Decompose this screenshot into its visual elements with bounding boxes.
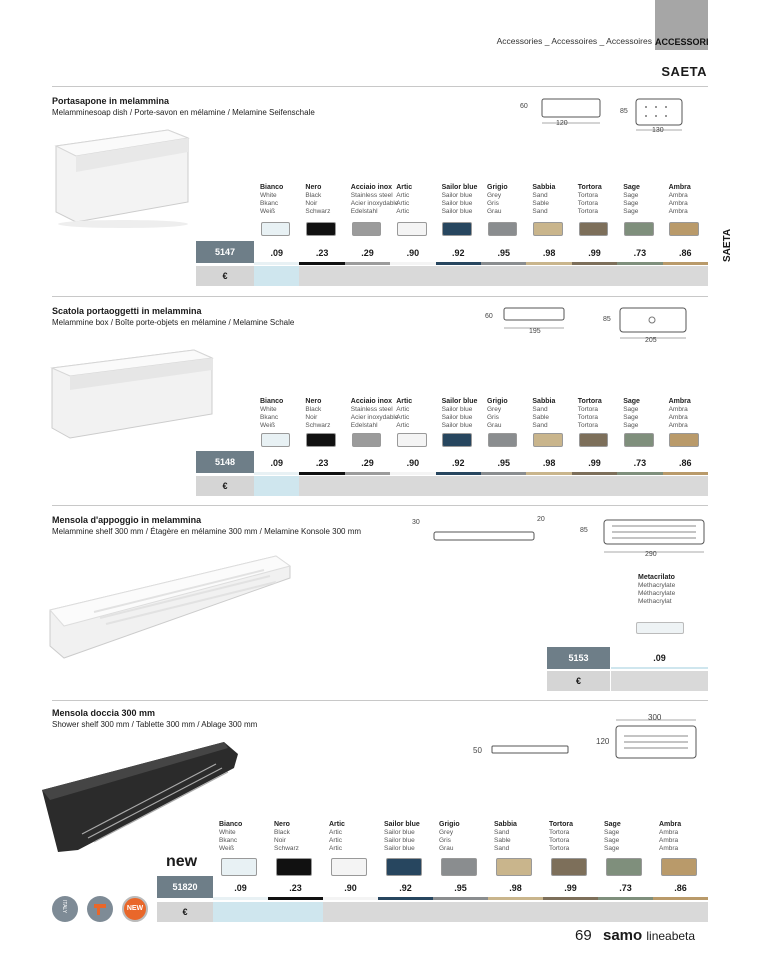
finish-column <box>487 184 508 216</box>
finish-swatch <box>533 433 563 447</box>
box-photo <box>48 344 218 444</box>
finish-column <box>442 184 478 216</box>
price-cell: .23 <box>299 243 344 265</box>
dim-height: 60 <box>485 313 493 320</box>
dim-width: 120 <box>556 120 568 127</box>
finish-swatch <box>352 433 382 447</box>
finish-column <box>329 821 345 853</box>
finish-translation: Acier inoxydable <box>350 200 399 207</box>
finish-translation: Sand <box>532 208 548 215</box>
finish-swatch <box>488 433 518 447</box>
finish-translation: Ambra <box>659 845 679 852</box>
finish-translation: Methacrylate <box>638 582 676 589</box>
product-subtitle: Melamminesoap dish / Porte-savon en mélamine / Melamine Seifenschale <box>52 108 315 117</box>
finish-translation: Sailor blue <box>441 406 473 413</box>
dim-length: 290 <box>645 551 657 558</box>
finish-column <box>351 184 399 216</box>
finish-swatch <box>386 858 422 876</box>
finish-swatch <box>441 858 477 876</box>
finish-name: Sage <box>623 184 640 191</box>
dim-length: 300 <box>648 713 662 722</box>
finish-translation: Edelstahl <box>350 208 378 215</box>
price-cell: .90 <box>323 878 378 900</box>
finish-column <box>487 398 508 430</box>
dim-thickness: 20 <box>537 516 545 523</box>
price-cell: .23 <box>268 878 323 900</box>
finish-column <box>396 184 412 216</box>
finish-translation: Sailor blue <box>441 192 473 199</box>
finish-column <box>638 574 675 606</box>
finish-translation: Grey <box>487 406 502 413</box>
finish-translation: Sage <box>623 192 639 199</box>
finish-translation: Tortora <box>577 414 599 421</box>
finish-name: Sage <box>623 398 640 405</box>
price-cell: .09 <box>213 878 268 900</box>
dimension-drawings <box>470 712 710 770</box>
brand-logo <box>603 927 695 944</box>
divider <box>52 86 708 87</box>
finish-translation: Schwarz <box>274 845 299 852</box>
finish-column <box>532 184 555 216</box>
finish-translation: Ambra <box>668 406 688 413</box>
price-band <box>254 476 708 496</box>
finish-column <box>305 398 330 430</box>
price-cell: .29 <box>345 453 390 475</box>
finish-translation: Artic <box>396 414 410 421</box>
finish-translation: Artic <box>396 422 410 429</box>
finish-name: Sailor blue <box>441 398 478 405</box>
finish-translation: Stainless steel <box>350 406 393 413</box>
finish-swatch <box>221 858 257 876</box>
price-cell: .90 <box>390 453 435 475</box>
price-cell: .29 <box>345 243 390 265</box>
finish-translation: White <box>219 829 236 836</box>
finish-name: Nero <box>274 821 290 828</box>
finish-translation: Sable <box>532 200 550 207</box>
finish-translation: Grau <box>487 422 502 429</box>
finish-swatch <box>397 222 427 236</box>
finish-translation: Artic <box>329 829 342 836</box>
product-title: Portasapone in melammina <box>52 96 170 106</box>
dim-length: 205 <box>645 337 657 344</box>
brand-line: lineabeta <box>646 929 696 943</box>
price-cell: .95 <box>481 453 526 475</box>
finish-translation: White <box>260 192 277 199</box>
material-badge <box>87 896 113 922</box>
finish-translation: Sage <box>623 422 639 429</box>
side-label: SAETA <box>722 228 733 262</box>
product-title: Mensola doccia 300 mm <box>52 708 156 718</box>
finish-swatch <box>261 433 291 447</box>
finish-column <box>439 821 460 853</box>
finish-name: Metacrilato <box>638 574 675 581</box>
collection-title: SAETA <box>661 64 707 79</box>
new-badge-label: NEW <box>126 905 144 912</box>
finish-swatch <box>276 858 312 876</box>
price-cell: .99 <box>572 453 617 475</box>
finish-column <box>669 184 691 216</box>
finish-translation: Schwarz <box>305 422 331 429</box>
section-tab-label: ACCESSORI <box>655 37 709 47</box>
finish-name: Ambra <box>668 398 691 405</box>
finish-name: Tortora <box>577 184 602 191</box>
finish-translation: Artic <box>396 208 410 215</box>
dim-depth: 120 <box>596 737 610 746</box>
finish-swatch <box>352 222 382 236</box>
finish-swatch <box>331 858 367 876</box>
price-cell: .86 <box>663 453 708 475</box>
price-cell: .86 <box>653 878 708 900</box>
finish-name: Sabbia <box>494 821 517 828</box>
dim-length: 130 <box>652 127 664 134</box>
finish-translation: Tortora <box>549 837 570 844</box>
finish-translation: Artic <box>396 406 410 413</box>
dimension-drawings <box>480 306 700 346</box>
finish-translation: Bkanc <box>260 200 279 207</box>
finish-translation: Black <box>305 192 322 199</box>
finish-translation: White <box>260 406 277 413</box>
price-cell: .92 <box>436 243 481 265</box>
finish-name: Sailor blue <box>441 184 478 191</box>
finish-column <box>260 184 283 216</box>
finish-name: Nero <box>305 398 322 405</box>
finish-translation: Tortora <box>577 406 599 413</box>
finish-translation: Grey <box>487 192 502 199</box>
finish-swatch <box>397 433 427 447</box>
product-code: 51820 <box>157 876 213 898</box>
finish-swatch <box>442 222 472 236</box>
finish-translation: Tortora <box>577 200 599 207</box>
finish-translation: Grau <box>439 845 454 852</box>
price-cell: .99 <box>572 243 617 265</box>
italy-badge <box>52 896 78 922</box>
finish-translation: Sage <box>623 208 639 215</box>
finish-translation: Noir <box>305 414 318 421</box>
finish-name: Bianco <box>260 184 284 191</box>
finish-translation: Sage <box>604 829 620 836</box>
finish-name: Grigio <box>487 184 508 191</box>
finish-translation: Ambra <box>659 837 679 844</box>
finish-translation: Ambra <box>668 192 688 199</box>
finish-translation: Stainless steel <box>350 192 393 199</box>
divider <box>52 296 708 297</box>
price-cell: .98 <box>488 878 543 900</box>
price-cell: .95 <box>433 878 488 900</box>
currency-label: € <box>196 266 254 286</box>
price-cell: .09 <box>254 243 299 265</box>
finish-translation: Noir <box>274 837 286 844</box>
finish-column <box>351 398 399 430</box>
finish-translation: Sailor blue <box>441 208 473 215</box>
finish-translation: Sailor blue <box>384 845 415 852</box>
dim-width: 195 <box>529 328 541 335</box>
finish-column <box>659 821 681 853</box>
finish-translation: Tortora <box>577 208 599 215</box>
finish-swatch <box>551 858 587 876</box>
finish-name: Sabbia <box>532 398 556 405</box>
finish-name: Artic <box>396 398 413 405</box>
finish-name: Acciaio inox <box>350 184 393 191</box>
finish-translation: Black <box>274 829 290 836</box>
finish-name: Bianco <box>219 821 243 828</box>
finish-translation: Bkanc <box>260 414 279 421</box>
divider <box>52 700 708 701</box>
new-label: new <box>166 853 198 870</box>
finish-name: Artic <box>329 821 345 828</box>
brand-name: samo <box>603 927 643 944</box>
finish-swatch <box>624 433 654 447</box>
finish-translation: Sage <box>623 406 639 413</box>
finish-swatch <box>496 858 532 876</box>
finish-column <box>532 398 555 430</box>
finish-translation: Tortora <box>549 829 570 836</box>
finish-name: Tortora <box>577 398 602 405</box>
finish-swatch <box>488 222 518 236</box>
finish-translation: Acier inoxydable <box>350 414 399 421</box>
finish-swatch <box>261 222 291 236</box>
finish-translation: Ambra <box>668 200 688 207</box>
dim-depth: 85 <box>603 316 611 323</box>
finish-translation: Sailor blue <box>384 837 415 844</box>
finish-column <box>274 821 299 853</box>
finish-translation: Artic <box>396 200 410 207</box>
finish-name: Artic <box>396 184 413 191</box>
currency-label: € <box>547 671 610 691</box>
price-band-accent <box>213 902 323 922</box>
finish-translation: Gris <box>487 200 499 207</box>
finish-name: Ambra <box>659 821 682 828</box>
finish-name: Bianco <box>260 398 284 405</box>
finish-translation: Tortora <box>577 422 599 429</box>
currency-label: € <box>157 902 213 922</box>
price-band-accent <box>254 266 299 286</box>
finish-translation: Sailor blue <box>441 422 473 429</box>
finish-translation: Tortora <box>549 845 570 852</box>
product-code: 5148 <box>196 451 254 473</box>
price-cell: .73 <box>617 453 662 475</box>
finish-name: Sabbia <box>532 184 556 191</box>
finish-translation: Ambra <box>668 422 688 429</box>
finish-translation: Black <box>305 406 322 413</box>
category-breadcrumb: Accessories _ Accessoires _ Accessoires <box>496 36 652 46</box>
finish-translation: Sage <box>604 845 620 852</box>
dim-depth: 85 <box>620 108 628 115</box>
product-subtitle: Shower shelf 300 mm / Tablette 300 mm / Ablage 300 mm <box>52 720 258 729</box>
product-title: Scatola portaoggetti in melammina <box>52 306 202 316</box>
finish-column <box>549 821 573 853</box>
price-cell: .98 <box>526 243 571 265</box>
finish-name: Grigio <box>439 821 460 828</box>
finish-translation: Ambra <box>668 208 688 215</box>
finish-column <box>669 398 691 430</box>
price-cell: .73 <box>617 243 662 265</box>
italy-badge-label: ITALY <box>61 900 67 914</box>
finish-swatch <box>669 222 699 236</box>
finish-translation: Artic <box>396 192 410 199</box>
dimension-drawings <box>410 516 710 564</box>
finish-translation: Sand <box>532 192 548 199</box>
finish-translation: Sand <box>494 845 510 852</box>
finish-swatch <box>442 433 472 447</box>
finish-translation: Sand <box>494 829 510 836</box>
dim-height: 60 <box>520 103 528 110</box>
product-code: 5147 <box>196 241 254 263</box>
divider <box>52 505 708 506</box>
finish-translation: Edelstahl <box>350 422 378 429</box>
finish-column <box>578 184 602 216</box>
new-badge <box>122 896 148 922</box>
finish-translation: Sailor blue <box>441 414 473 421</box>
price-band <box>254 266 708 286</box>
shower-shelf-photo <box>38 730 243 860</box>
dimension-drawings <box>516 96 696 138</box>
price-cell: .92 <box>378 878 433 900</box>
product-subtitle: Melammine box / Boîte porte-objets en mélamine / Melamine Schale <box>52 318 295 327</box>
finish-translation: Schwarz <box>305 208 331 215</box>
finish-translation: Sailor blue <box>384 829 415 836</box>
dim-height: 50 <box>473 746 482 755</box>
finish-swatch <box>661 858 697 876</box>
finish-name: Acciaio inox <box>350 398 393 405</box>
finish-translation: Sable <box>494 837 511 844</box>
finish-translation: Bkanc <box>219 837 238 844</box>
section-tab <box>655 0 708 50</box>
dim-height: 30 <box>412 519 420 526</box>
finish-name: Ambra <box>668 184 691 191</box>
finish-name: Sage <box>604 821 621 828</box>
price-cell: .90 <box>390 243 435 265</box>
finish-swatch <box>306 222 336 236</box>
finish-swatch <box>636 622 684 634</box>
finish-translation: Ambra <box>668 414 688 421</box>
price-cell: .86 <box>663 243 708 265</box>
finish-column <box>442 398 478 430</box>
finish-translation: Gris <box>439 837 451 844</box>
finish-translation: Noir <box>305 200 318 207</box>
finish-column <box>396 398 412 430</box>
finish-translation: Methacrylat <box>638 598 672 605</box>
finish-translation: Sable <box>532 414 550 421</box>
finish-translation: Sage <box>604 837 620 844</box>
currency-label: € <box>196 476 254 496</box>
finish-name: Grigio <box>487 398 508 405</box>
product-code: 5153 <box>547 647 610 669</box>
finish-translation: Artic <box>329 837 342 844</box>
finish-swatch <box>533 222 563 236</box>
price-band-accent <box>254 476 299 496</box>
price-cell: .92 <box>436 453 481 475</box>
price-cell: .98 <box>526 453 571 475</box>
price-band <box>611 671 708 691</box>
price-cell: .73 <box>598 878 653 900</box>
price-cell: .23 <box>299 453 344 475</box>
finish-translation: Sand <box>532 422 548 429</box>
finish-translation: Sand <box>532 406 548 413</box>
finish-column <box>623 398 640 430</box>
finish-name: Nero <box>305 184 322 191</box>
dim-depth: 85 <box>580 527 588 534</box>
tap-icon <box>87 896 113 922</box>
finish-column <box>494 821 517 853</box>
finish-translation: Tortora <box>577 192 599 199</box>
finish-swatch <box>306 433 336 447</box>
finish-swatch <box>579 222 609 236</box>
finish-translation: Gris <box>487 414 499 421</box>
finish-translation: Artic <box>329 845 342 852</box>
finish-swatch <box>624 222 654 236</box>
finish-translation: Sage <box>623 200 639 207</box>
product-subtitle: Melammine shelf 300 mm / Étagère en mélamine 300 mm / Melamine Konsole 300 mm <box>52 527 362 536</box>
finish-column <box>604 821 621 853</box>
finish-column <box>623 184 640 216</box>
finish-column <box>305 184 330 216</box>
price-cell: .99 <box>543 878 598 900</box>
finish-column <box>260 398 283 430</box>
finish-name: Sailor blue <box>384 821 420 828</box>
price-cell: .09 <box>611 647 708 669</box>
finish-translation: Grau <box>487 208 502 215</box>
finish-name: Tortora <box>549 821 573 828</box>
finish-column <box>384 821 420 853</box>
finish-translation: Weiß <box>260 422 276 429</box>
page-number: 69 <box>575 927 592 944</box>
soap-dish-photo <box>48 124 198 230</box>
finish-column <box>578 398 602 430</box>
finish-swatch <box>606 858 642 876</box>
finish-translation: Weiß <box>219 845 235 852</box>
finish-translation: Sage <box>623 414 639 421</box>
finish-translation: Méthacrylate <box>638 590 676 597</box>
finish-translation: Grey <box>439 829 454 836</box>
shelf-photo <box>44 550 294 665</box>
finish-translation: Sailor blue <box>441 200 473 207</box>
finish-swatch <box>579 433 609 447</box>
product-title: Mensola d'appoggio in melammina <box>52 515 202 525</box>
finish-swatch <box>669 433 699 447</box>
finish-translation: Ambra <box>659 829 679 836</box>
finish-column <box>219 821 242 853</box>
price-cell: .95 <box>481 243 526 265</box>
price-cell: .09 <box>254 453 299 475</box>
finish-translation: Weiß <box>260 208 276 215</box>
